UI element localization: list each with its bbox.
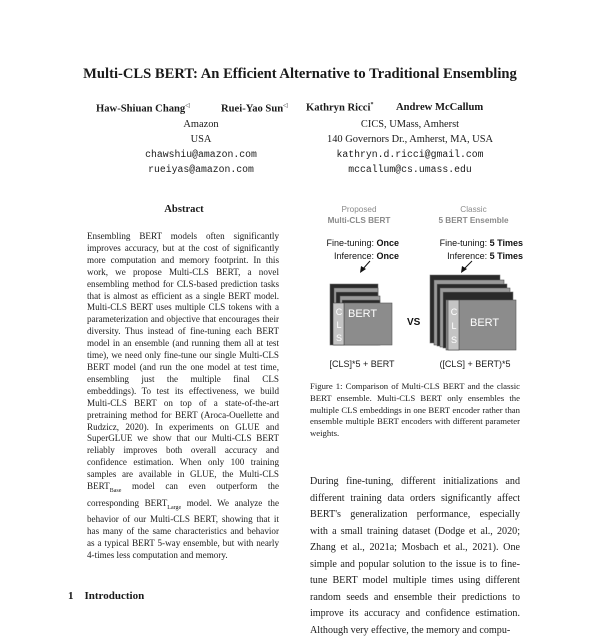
body-paragraph: During fine-tuning, different initializations and different training data orders significantly affect BERT's generalization performance, especially with a small training dataset (Dodge et al., 2020; Zhang et al., 2021a; Mosbach et al., 2021). One simple and popular solution to the issue is to fine-tune BERT model multiple times using different random seeds and ensemble their predictions to improve its accuracy and confidence estimation. Although very effective, the memory and compu- (310, 476, 520, 636)
affiliation-org: Amazon (183, 119, 219, 130)
fig-left-inference: Inference: Once (333, 251, 399, 261)
figure-caption: Figure 1: Comparison of Multi-CLS BERT and the classic BERT ensemble. Multi-CLS BERT only ensembles the multiple CLS embeddings in one BERT encoder rather than ensemble multiple BERT encoders with different parameter weights. (310, 381, 520, 439)
fig-right-arrow (461, 261, 472, 273)
abstract-body: Ensembling BERT models often significantly improves accuracy, but at the cost of significantly more computation and memory footprint. In this work, we propose Multi-CLS BERT, a novel ensembling method for CLS-based prediction tasks that is almost as efficient as a single BERT model. Multi-CLS BERT uses multiple CLS tokens with a parameterization and objective that encourages their diversity. Thus instead of fine-tuning each BERT model in an ensemble (and running them all at test time), we need only fine-tune our single Multi-CLS BERT model (and run the one model at test time, ensembling just the multiple final CLS embeddings). To test its effectiveness, we build Multi-CLS BERT on top of a state-of-the-art pretraining method for BERT (Aroca-Ouellette and Rudzicz, 2020). In experiments on GLUE and SuperGLUE we show that our Multi-CLS BERT reliably improves both overall accuracy and confidence estimation. When only 100 training samples are available in GLUE, the Multi-CLS $BERT_{Base}$ model can even outperform the corresponding $BERT_{Large}$ model. We analyze the behavior of our Multi-CLS BERT, showing that it has many of the same characteristics and behavior as a typical BERT 5-way ensemble, but with nearly 4-times less computation and memory. (87, 231, 279, 561)
paper-title: Multi-CLS BERT: An Efficient Alternative to Traditional Ensembling (83, 66, 517, 82)
author-email: mccallum@cs.umass.edu (348, 164, 472, 175)
fig-right-inference: Inference: 5 Times (447, 251, 523, 261)
fig-right-cls-letters: C L S (450, 307, 458, 345)
fig-left-arrow (360, 261, 370, 273)
fig-right-label: Classic (460, 205, 487, 214)
fig-left-finetune: Fine-tuning: Once (326, 238, 399, 248)
fig-right-bert-label: BERT (470, 317, 500, 329)
author-name: Ruei-Yao Sun◁ (221, 103, 288, 115)
fig-left-title: Multi-CLS BERT (327, 216, 391, 225)
fig-left-bert-label: BERT (348, 308, 378, 320)
fig-right-formula: ([CLS] + BERT)*5 (439, 359, 511, 369)
fig-diagram (300, 200, 530, 375)
abstract-heading: Abstract (164, 204, 204, 215)
author-email: chawshiu@amazon.com (145, 149, 257, 160)
fig-left-formula: [CLS]*5 + BERT (329, 359, 395, 369)
author-email: kathryn.d.ricci@gmail.com (336, 149, 484, 160)
fig-right-title: 5 BERT Ensemble (438, 216, 509, 225)
fig-vs-label: VS (407, 317, 421, 328)
affiliation-org: CICS, UMass, Amherst (360, 119, 460, 130)
affiliation-right (300, 117, 520, 177)
affiliation-country: USA (190, 134, 212, 145)
author-name: Andrew McCallum (396, 102, 484, 113)
affiliation-left (121, 117, 281, 177)
section-heading: 1 Introduction (68, 590, 145, 602)
affiliation-address: 140 Governors Dr., Amherst, MA, USA (327, 134, 493, 145)
fig-left-cls-letters: C L S (335, 307, 343, 343)
author-name: Kathryn Ricci* (306, 102, 374, 114)
author-name: Haw-Shiuan Chang◁ (96, 103, 190, 115)
fig-left-label: Proposed (341, 205, 377, 214)
fig-right-finetune: Fine-tuning: 5 Times (439, 238, 523, 248)
figure-1 (300, 200, 530, 375)
author-email: rueiyas@amazon.com (148, 164, 254, 175)
